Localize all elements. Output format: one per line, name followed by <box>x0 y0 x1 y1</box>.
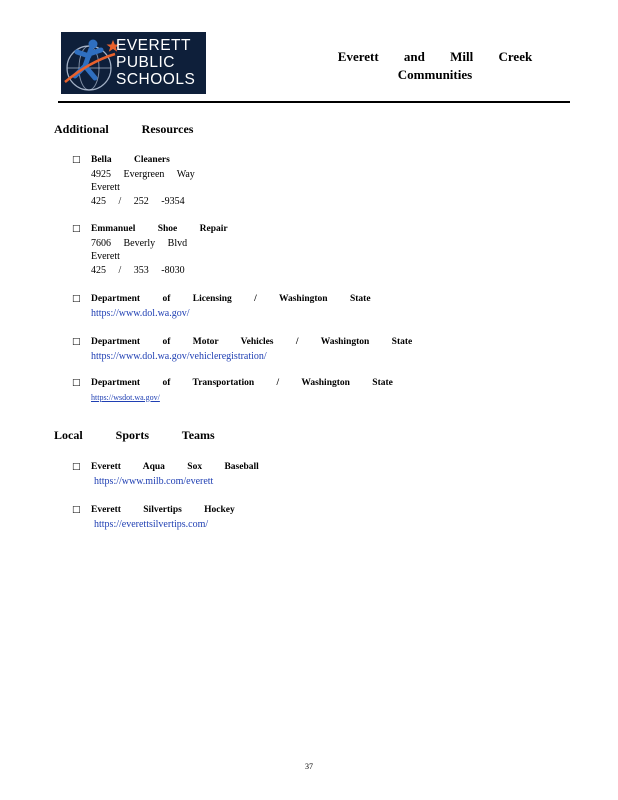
item-address: 4925 Evergreen Way <box>91 168 195 180</box>
item-link[interactable]: https://everettsilvertips.com/ <box>94 518 209 530</box>
item-link[interactable]: https://wsdot.wa.gov/ <box>91 392 160 402</box>
item-name: Everett Silvertips Hockey <box>91 505 235 515</box>
bullet-icon: □ <box>72 462 81 472</box>
bullet-icon: □ <box>72 224 81 234</box>
item-city: Everett <box>91 182 120 193</box>
bullet-icon: □ <box>72 505 81 515</box>
logo-line-3: SCHOOLS <box>116 71 196 88</box>
page-title-line-2: Communities <box>397 67 473 82</box>
item-name: Everett Aqua Sox Baseball <box>91 462 259 472</box>
item-phone: 425 / 252 -9354 <box>91 195 185 207</box>
item-phone: 425 / 353 -8030 <box>91 264 185 276</box>
page-number: 37 <box>305 762 313 771</box>
everett-public-schools-logo <box>61 32 206 94</box>
header-divider <box>58 101 570 103</box>
page-title <box>320 48 550 84</box>
item-name: Department of Licensing / Washington State <box>91 294 371 304</box>
item-name: Emmanuel Shoe Repair <box>91 224 228 234</box>
page-title-line-1: Everett and Mill Creek <box>337 49 533 64</box>
logo-line-2: PUBLIC <box>116 54 175 71</box>
logo-line-1: EVERETT <box>116 37 191 54</box>
item-name: Bella Cleaners <box>91 155 170 165</box>
item-name: Department of Transportation / Washington State <box>91 378 393 388</box>
item-name: Department of Motor Vehicles / Washington State <box>91 337 413 347</box>
item-link[interactable]: https://www.milb.com/everett <box>94 475 214 487</box>
bullet-icon: □ <box>72 294 81 304</box>
item-link[interactable]: https://www.dol.wa.gov/ <box>91 307 190 319</box>
item-city: Everett <box>91 251 120 262</box>
section-title-local-sports-teams: Local Sports Teams <box>54 428 215 442</box>
section-title-additional-resources: Additional Resources <box>54 122 194 136</box>
logo-wordmark <box>116 37 195 88</box>
item-address: 7606 Beverly Blvd <box>91 237 188 249</box>
item-link[interactable]: https://www.dol.wa.gov/vehicleregistration/ <box>91 350 267 362</box>
bullet-icon: □ <box>72 337 81 347</box>
bullet-icon: □ <box>72 155 81 165</box>
bullet-icon: □ <box>72 378 81 388</box>
